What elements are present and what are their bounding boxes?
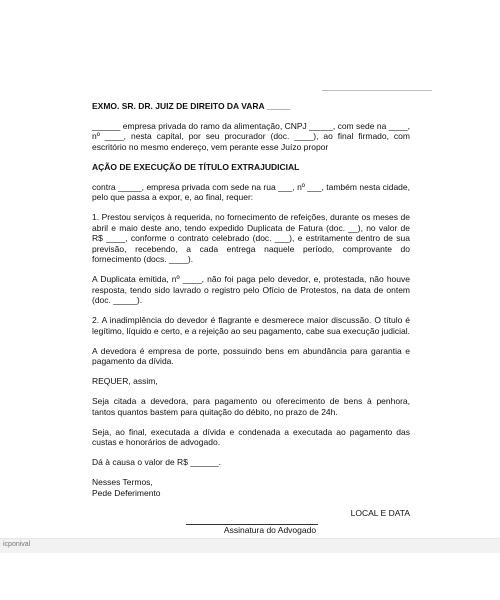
petition-document bbox=[92, 101, 410, 546]
execution-request: Seja, ao final, executada a dívida e condenada a executada ao pagamento das custas e honorários de advogado. bbox=[92, 426, 410, 447]
closing-terms: Nesses Termos, bbox=[92, 477, 153, 487]
debtor-assets-paragraph: A devedora é empresa de porte, possuindo bens em abundância para garantia e pagamento da dívida. bbox=[92, 345, 410, 366]
court-heading: EXMO. SR. DR. JUIZ DE DIREITO DA VARA _____ bbox=[92, 101, 291, 111]
citation-request: Seja citada a devedora, para pagamento ou oferecimento de bens à penhora, tantos quantos bastem para quitação do débito, no prazo de 24h. bbox=[92, 396, 410, 417]
place-and-date: LOCAL E DATA bbox=[350, 507, 410, 518]
requests-intro: REQUER, assim, bbox=[92, 376, 158, 386]
duplicata-paragraph: A Duplicata emitida, nº ____, não foi paga pelo devedor, e, protestada, não houve resposta, tendo sido lavrado o registro pelo Ofício de Protestos, na data de ontem (doc. _____). bbox=[92, 274, 410, 305]
case-value: Dá à causa o valor de R$ ______. bbox=[92, 457, 222, 467]
services-paragraph: 1. Prestou serviços à requerida, no fornecimento de refeições, durante os meses de abril e maio deste ano, tendo expedido Duplicata de Fatura (doc. __), no valor de R$ ____, conforme o contrato celebrado (doc. ___), e estritamente dentro de sua previsão, recebendo, a cada entrega naquele período, comprovante do fornecimento (docs. ____). bbox=[92, 212, 410, 264]
footer-text: icponival bbox=[3, 541, 31, 548]
top-divider bbox=[322, 90, 432, 91]
footer-bar bbox=[0, 538, 500, 553]
signature-label: Assinatura do Advogado bbox=[223, 525, 317, 535]
intro-paragraph: ______ empresa privada do ramo da alimentação, CNPJ _____, com sede na ____, nº ____, nesta capital, por seu procurador (doc. ____), ao final firmado, com escritório no mesmo endereço, vem perante esse Juízo propor bbox=[92, 120, 410, 152]
closing-request: Pede Deferimento bbox=[92, 487, 161, 498]
default-paragraph: 2. A inadimplência do devedor é flagrante e desmerece maior discussão. O título é legítimo, líquido e certo, e a rejeição ao seu pagamento, cabe sua execução judicial. bbox=[92, 315, 411, 336]
against-paragraph: contra _____, empresa privada com sede na rua ___, nº ___, também nesta cidade, pelo que passa a expor, e, ao final, requer: bbox=[92, 181, 410, 202]
action-title: AÇÃO DE EXECUÇÃO DE TÍTULO EXTRAJUDICIAL bbox=[92, 161, 300, 172]
